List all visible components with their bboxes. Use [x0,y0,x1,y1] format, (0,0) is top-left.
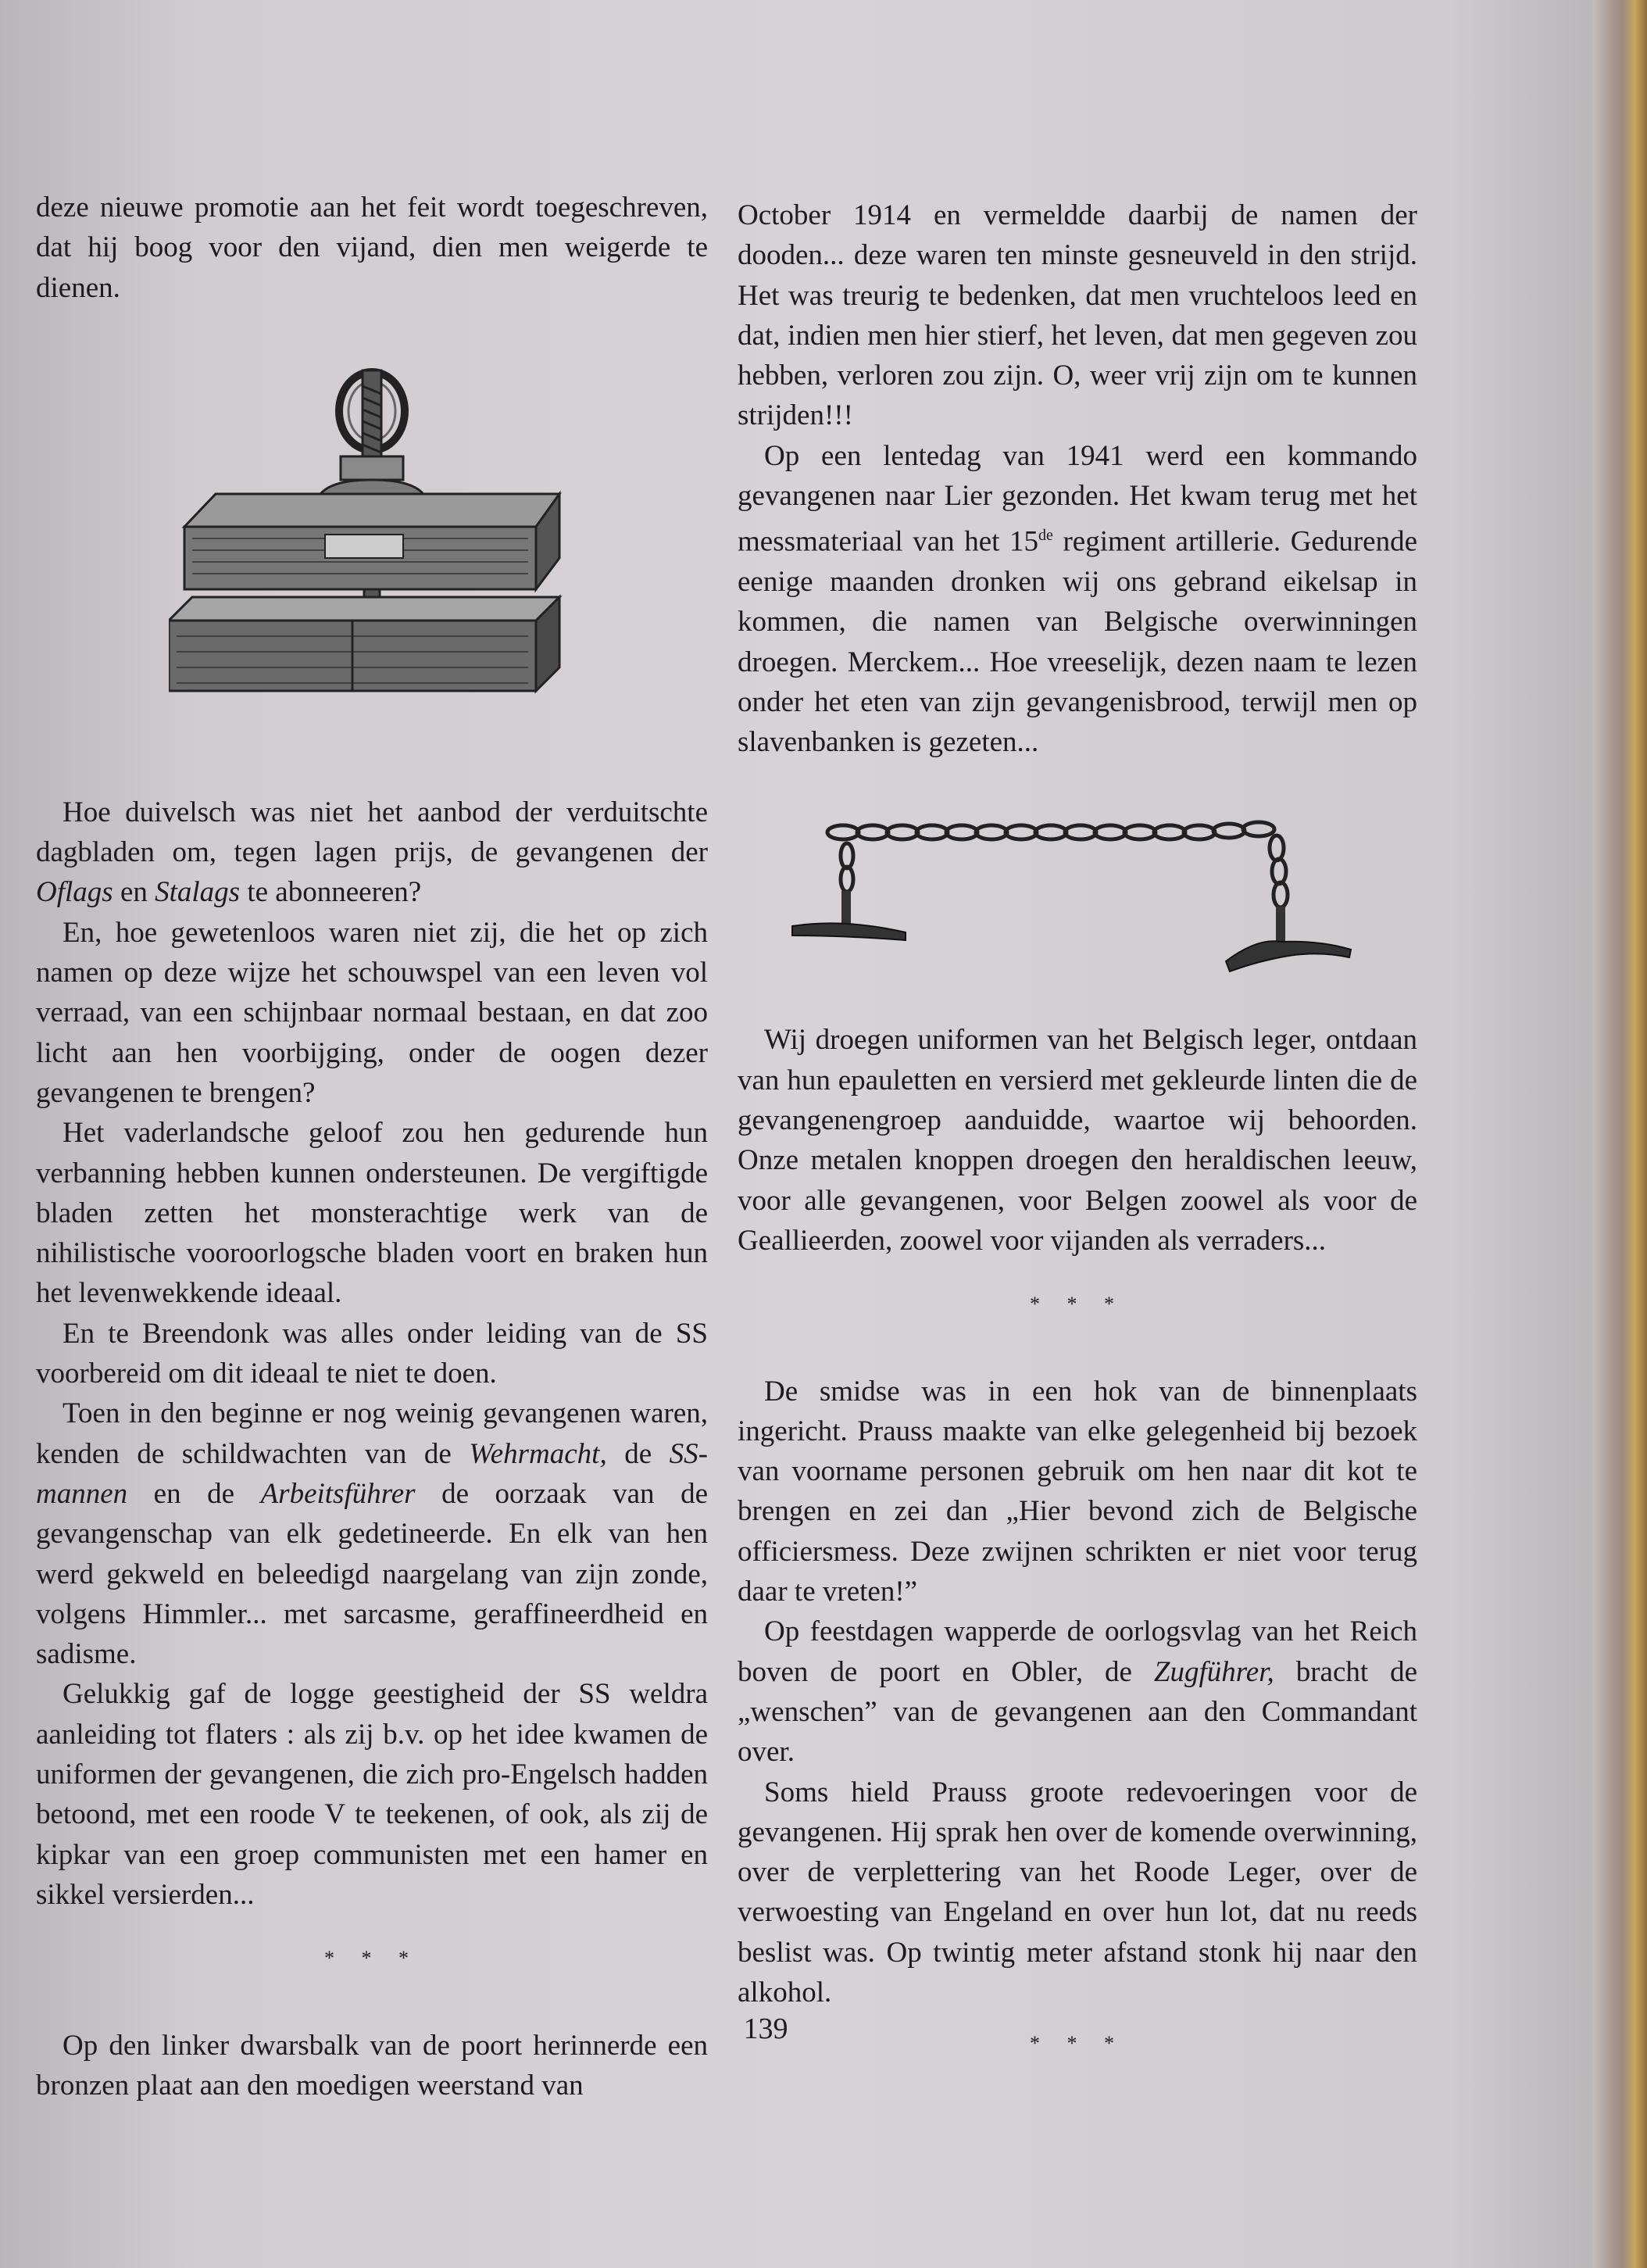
paragraph: Op den linker dwarsbalk van de poort herinnerde een bronzen plaat aan den moedigen weerstand van [36,2029,708,2102]
section-separator: * * * [324,1947,420,1970]
section-separator: * * * [1030,2032,1125,2055]
paragraph: Op een lentedag van 1941 werd een kommando gevangenen naar Lier gezonden. Het kwam terug met het messmateriaal van het 15de regiment artillerie. Gedurende eenige maanden dronken wij ons gebrand eikelsap in kommen, die namen van Belgische overwinningen droegen. Merckem... Hoe vreeselijk, dezen naam te lezen onder het eten van zijn gevangenisbrood, terwijl men op slavenbanken is gezeten... [738,439,1417,759]
paragraph: Toen in den beginne er nog weinig gevangenen waren, kenden de schildwachten van de Wehrmacht, de SS-mannen en de Arbeitsführer de oorzaak van de gevangenschap van elk gedetineerde. En elk van hen werd gekweld en beleedigd naargelang van zijn zonde, volgens Himmler... met sarcasme, geraffineerdheid en sadisme. [36,1397,708,1671]
paragraph: En te Breendonk was alles onder leiding van de SS voorbereid om dit ideaal te niet te doen. [36,1317,708,1390]
paragraph: Op feestdagen wapperde de oorlogsvlag van het Reich boven de poort en Obler, de Zugführer, bracht de „wenschen” van de gevangenen aan den Commandant over. [738,1615,1417,1769]
paragraph: En, hoe gewetenloos waren niet zij, die het op zich namen op deze wijze het schouwspel van een leven vol verraad, van een schijnbaar normaal bestaan, en dat zoo licht aan hen voorbijging, onder de oogen dezer gevangenen te brengen? [36,916,708,1109]
left-column [36,188,708,2105]
paragraph: Wij droegen uniformen van het Belgisch leger, ontdaan van hun epauletten en versierd met gekleurde linten die de gevangenengroep aanduidde, waartoe wij behoorden. Onze metalen knoppen droegen den heraldischen leeuw, voor alle gevangenen, voor Belgen zoowel als voor de Geallieerden, zoowel voor vijanden als verraders... [738,1024,1417,1257]
paragraph: Soms hield Prauss groote redevoeringen voor de gevangenen. Hij sprak hen over de komende overwinning, over de verplettering van het Roode Leger, over de verwoesting van Engeland en over hun lot, dat nu reeds beslist was. Op twintig meter afstand stonk hij naar den alkohol. [738,1776,1417,2009]
paragraph: Het vaderlandsche geloof zou hen gedurende hun verbanning hebben kunnen ondersteunen. De vergiftigde bladen zetten het monsterachtige werk van de nihilistische vooroorlogsche bladen voort en braken hun het levenwekkende ideaal. [36,1117,708,1310]
paragraph: deze nieuwe promotie aan het feit wordt toegeschreven, dat hij boog voor den vijand, dien men weigerde te dienen. [36,191,708,304]
section-separator: * * * [1030,1293,1125,1316]
paragraph: October 1914 en vermeldde daarbij de namen der dooden... deze waren ten minste gesneuveld in den strijd. Het was treurig te bedenken, dat men vruchteloos leed en dat, indien men hier stierf, het leven, dat men gegeven zou hebben, verloren zou zijn. O, weer vrij zijn om te kunnen strijden!!! [738,199,1417,432]
chain-illustration [788,801,1367,981]
page-edge [1592,0,1647,2268]
page-number: 139 [743,2012,788,2045]
press-illustration [169,363,575,707]
paragraph: Gelukkig gaf de logge geestigheid der SS weldra aanleiding tot flaters : als zij b.v. op het idee kwamen de uniformen der gevangenen, die zich pro-Engelsch hadden betoond, met een roode V te teekenen, of ook, als zij de kipkar van een groep communisten met een hamer en sikkel versierden... [36,1678,708,1911]
paragraph: De smidse was in een hok van de binnenplaats ingericht. Prauss maakte van elke gelegenheid bij bezoek van voorname personen gebruik om hen naar dit kot te brengen en zei dan „Hier bevond zich de Belgische officiersmess. Deze zwijnen schrikten er niet voor terug daar te vreten!” [738,1375,1417,1608]
paragraph: Hoe duivelsch was niet het aanbod der verduitschte dagbladen om, tegen lagen prijs, de gevangenen der Oflags en Stalags te abonneeren? [36,796,708,909]
right-column [738,195,1417,2111]
